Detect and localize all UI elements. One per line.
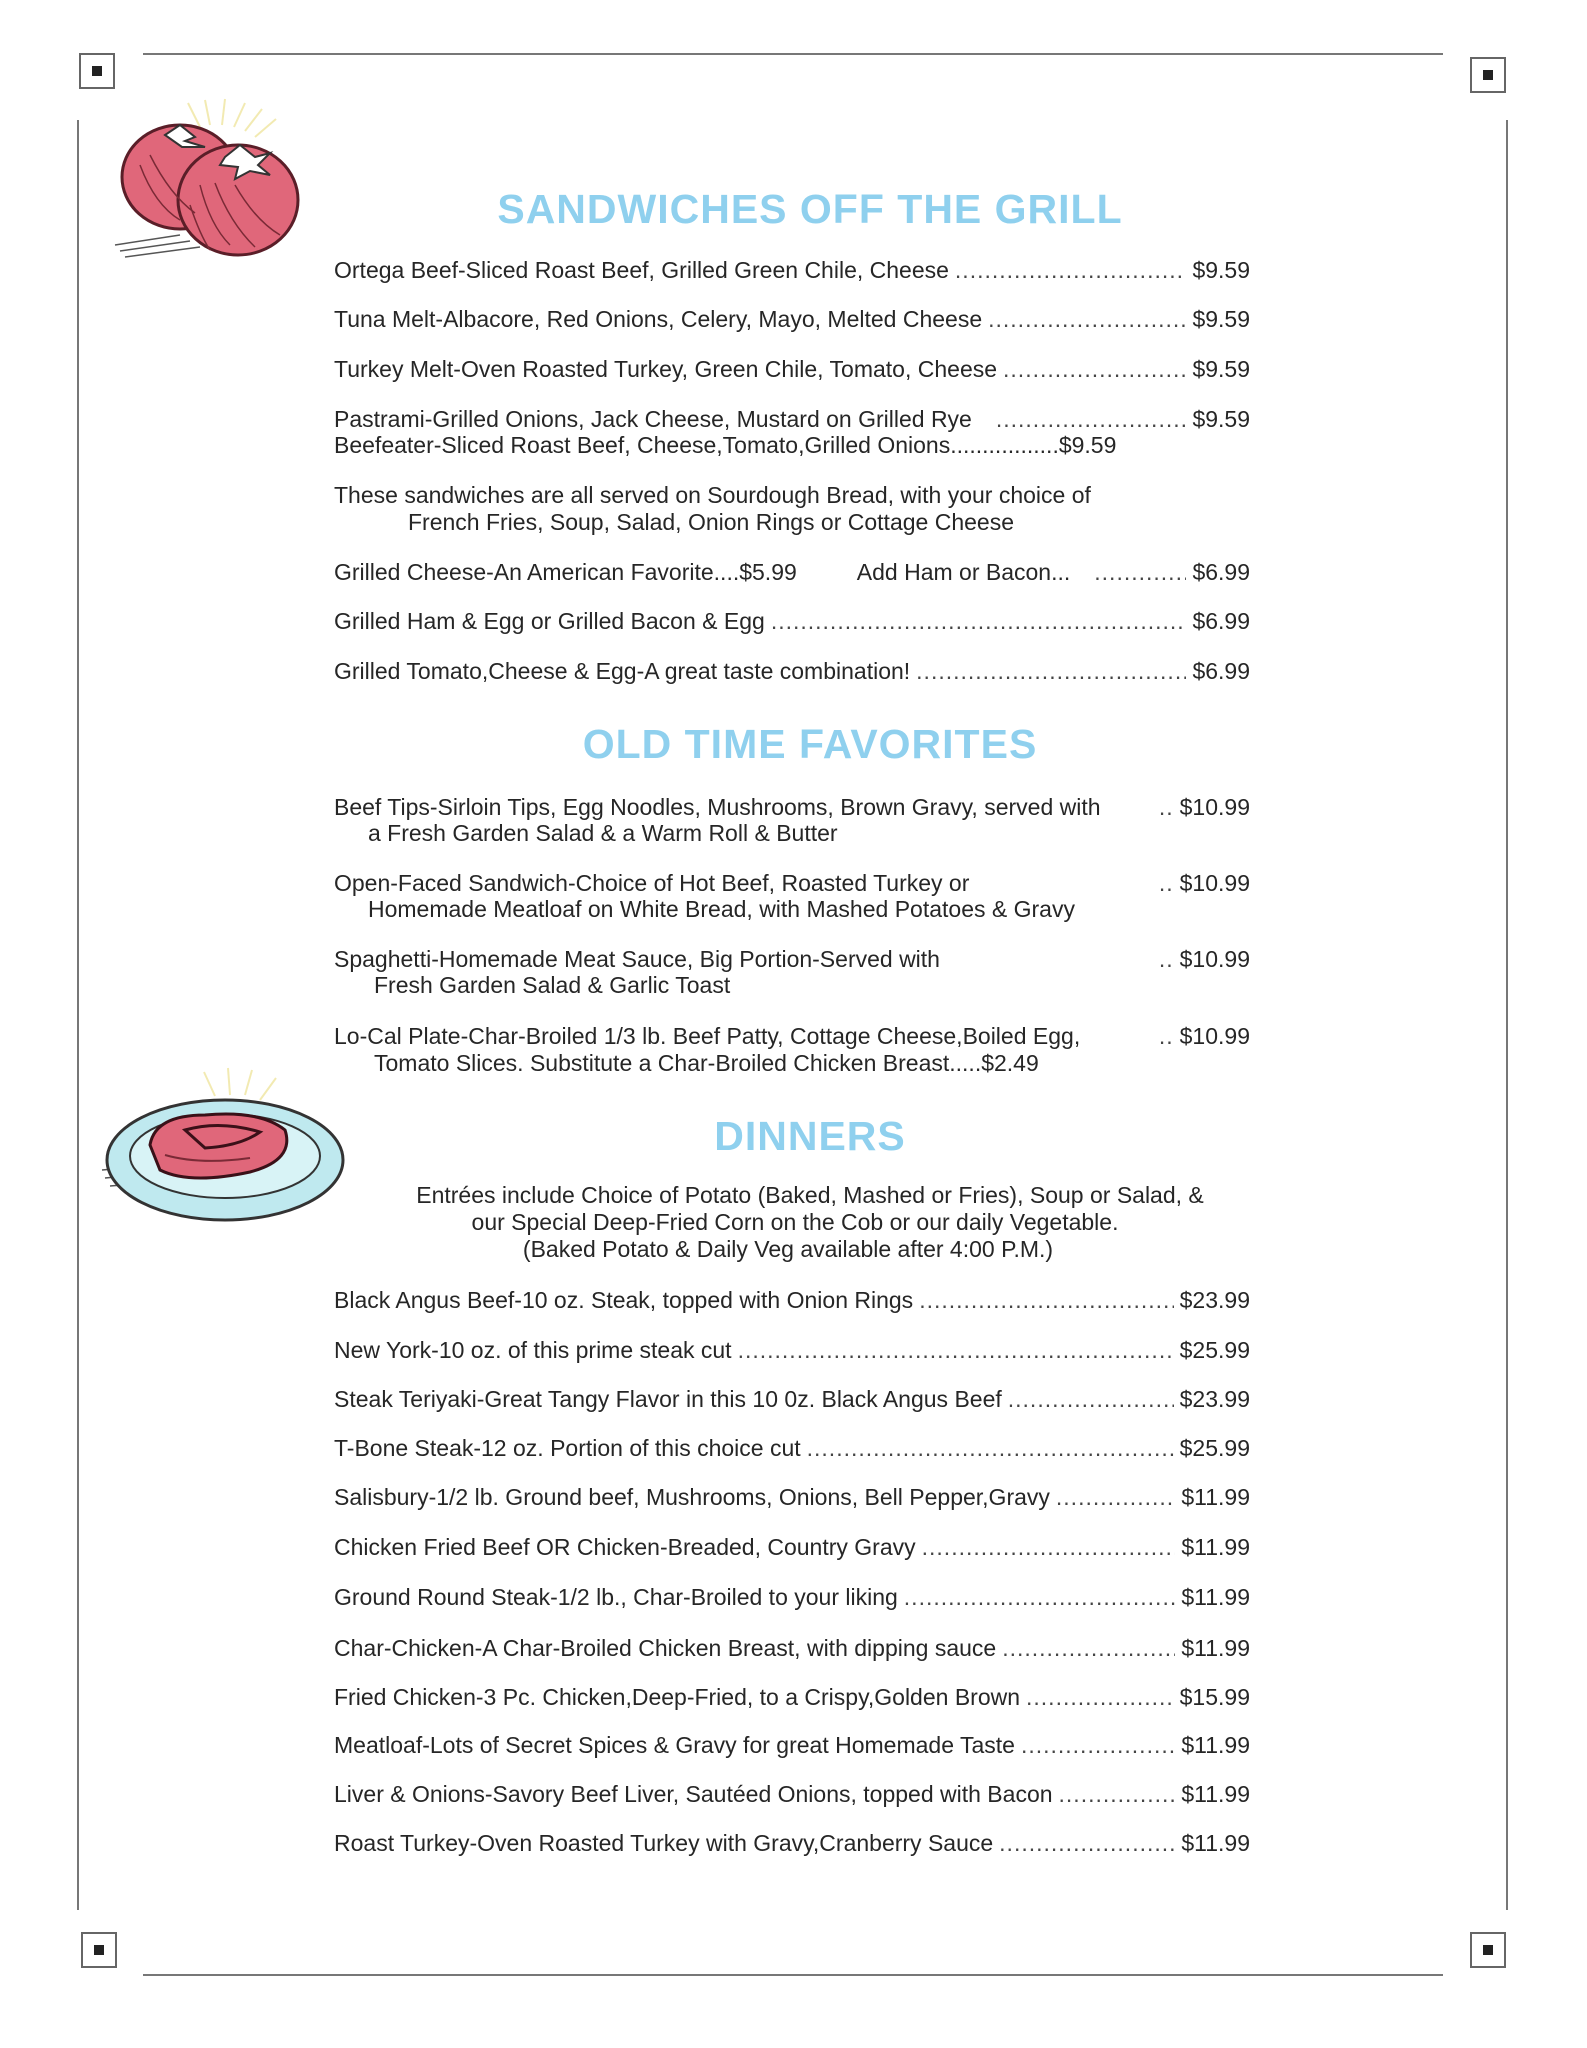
item-description: Black Angus Beef-10 oz. Steak, topped with Onion Rings (334, 1287, 914, 1313)
dot-leader (922, 1534, 1176, 1561)
dot-leader (988, 306, 1186, 333)
menu-item (334, 1830, 1250, 1862)
item-description: Ground Round Steak-1/2 lb., Char-Broiled to your liking (334, 1584, 898, 1610)
menu-item (334, 608, 1250, 640)
item-description-continued: Tomato Slices. Substitute a Char-Broiled Chicken Breast.....$2.49 (374, 1050, 1039, 1076)
item-description: Spaghetti-Homemade Meat Sauce, Big Portion-Served with (334, 946, 940, 972)
dot-leader (919, 1287, 1173, 1314)
menu-item (334, 1534, 1250, 1566)
item-description: Ortega Beef-Sliced Roast Beef, Grilled Green Chile, Cheese (334, 257, 949, 283)
item-description: Fried Chicken-3 Pc. Chicken,Deep-Fried, to a Crispy,Golden Brown (334, 1684, 1021, 1710)
item-price: $9.59 (1192, 306, 1250, 332)
top-rule (143, 53, 1443, 55)
item-description: Lo-Cal Plate-Char-Broiled 1/3 lb. Beef Patty, Cottage Cheese,Boiled Egg, (334, 1023, 1081, 1049)
item-description: Tuna Melt-Albacore, Red Onions, Celery, Mayo, Melted Cheese (334, 306, 983, 332)
section-title-sandwiches: SANDWICHES OFF THE GRILL (497, 186, 1123, 232)
right-rule (1506, 120, 1508, 1910)
menu-item (334, 1584, 1250, 1616)
item-description: Salisbury-1/2 lb. Ground beef, Mushrooms, Onions, Bell Pepper,Gravy (334, 1484, 1050, 1510)
menu-item (334, 1287, 1250, 1319)
menu-item (334, 306, 1250, 338)
item-description: Beef Tips-Sirloin Tips, Egg Noodles, Mushrooms, Brown Gravy, served with (334, 794, 1101, 820)
dot-leader (1056, 1484, 1175, 1511)
item-price: $11.99 (1181, 1484, 1250, 1510)
bottom-rule (143, 1974, 1443, 1976)
menu-item-beefeater: Beefeater-Sliced Roast Beef, Cheese,Tomato,Grilled Onions.................$9.59 (334, 432, 1117, 458)
item-description: Chicken Fried Beef OR Chicken-Breaded, Country Gravy (334, 1534, 916, 1560)
item-price: $11.99 (1181, 1830, 1250, 1856)
item-description: Meatloaf-Lots of Secret Spices & Gravy for great Homemade Taste (334, 1732, 1015, 1758)
item-price: $11.99 (1181, 1732, 1250, 1758)
item-price: $25.99 (1179, 1435, 1250, 1461)
corner-marker-icon (81, 1932, 117, 1968)
menu-item (334, 1781, 1250, 1813)
menu-item (334, 1484, 1250, 1516)
item-description-continued: a Fresh Garden Salad & a Warm Roll & Butter (368, 820, 838, 846)
dot-leader (916, 658, 1186, 685)
dinners-note-line2: our Special Deep-Fried Corn on the Cob or our daily Vegetable. (471, 1209, 1119, 1235)
dinners-note-line3: (Baked Potato & Daily Veg available after 4:00 P.M.) (522, 1236, 1054, 1262)
dot-leader (955, 257, 1187, 284)
item-price: $10.99 (1179, 794, 1250, 820)
item-description: Grilled Ham & Egg or Grilled Bacon & Egg (334, 608, 765, 634)
item-price: $9.59 (1192, 356, 1250, 382)
menu-item (334, 658, 1250, 690)
dot-leader: .. (1158, 794, 1174, 820)
item-description-continued: Homemade Meatloaf on White Bread, with Mashed Potatoes & Gravy (368, 896, 1075, 922)
menu-item (334, 1435, 1250, 1467)
left-rule (77, 120, 79, 1910)
item-price: $10.99 (1179, 946, 1250, 972)
item-price: $10.99 (1179, 870, 1250, 896)
dot-leader (1021, 1732, 1175, 1759)
corner-marker-icon (1470, 57, 1506, 93)
item-description: Pastrami-Grilled Onions, Jack Cheese, Mustard on Grilled Rye (334, 406, 972, 432)
item-description: Steak Teriyaki-Great Tangy Flavor in this 10 0z. Black Angus Beef (334, 1386, 1002, 1412)
item-price: $11.99 (1181, 1635, 1250, 1661)
section-title-old-time-favorites: OLD TIME FAVORITES (582, 721, 1038, 767)
sandwich-note-line1: These sandwiches are all served on Sourdough Bread, with your choice of (334, 482, 1091, 508)
item-price: $11.99 (1181, 1584, 1250, 1610)
item-description: Open-Faced Sandwich-Choice of Hot Beef, Roasted Turkey or (334, 870, 970, 896)
steak-plate-icon (100, 1060, 350, 1230)
item-description: Turkey Melt-Oven Roasted Turkey, Green Chile, Tomato, Cheese (334, 356, 998, 382)
item-price: $6.99 (1192, 658, 1250, 684)
corner-marker-icon (79, 53, 115, 89)
dot-leader (1059, 1781, 1176, 1808)
dot-leader (807, 1435, 1174, 1462)
item-price: $11.99 (1181, 1534, 1250, 1560)
dot-leader (738, 1337, 1174, 1364)
menu-item (334, 559, 1250, 591)
item-price: $23.99 (1179, 1287, 1250, 1313)
sandwich-note-line2: French Fries, Soup, Salad, Onion Rings or Cottage Cheese (408, 509, 1014, 535)
dot-leader (771, 608, 1187, 635)
dot-leader (996, 406, 1187, 433)
item-price: $10.99 (1179, 1023, 1250, 1049)
corner-marker-icon (1470, 1932, 1506, 1968)
item-description: Liver & Onions-Savory Beef Liver, Sautéed Onions, topped with Bacon (334, 1781, 1053, 1807)
dot-leader (1008, 1386, 1174, 1413)
menu-item (334, 1635, 1250, 1667)
item-price: $6.99 (1192, 608, 1250, 634)
dot-leader: .. (1158, 946, 1174, 972)
item-price: $25.99 (1179, 1337, 1250, 1363)
dot-leader (1002, 1635, 1175, 1662)
menu-item (334, 1684, 1250, 1716)
dot-leader (1026, 1684, 1174, 1711)
menu-item (334, 1337, 1250, 1369)
item-description: New York-10 oz. of this prime steak cut (334, 1337, 732, 1363)
dinners-note-line1: Entrées include Choice of Potato (Baked, Mashed or Fries), Soup or Salad, & (416, 1182, 1204, 1208)
tomato-icon (110, 95, 310, 265)
item-description: Grilled Cheese-An American Favorite....$5.99 (334, 559, 797, 585)
menu-item (334, 1386, 1250, 1418)
item-description: Char-Chicken-A Char-Broiled Chicken Breast, with dipping sauce (334, 1635, 997, 1661)
item-description: T-Bone Steak-12 oz. Portion of this choice cut (334, 1435, 801, 1461)
item-price: $9.59 (1192, 257, 1250, 283)
dot-leader (1003, 356, 1186, 383)
item-price: $11.99 (1181, 1781, 1250, 1807)
menu-item (334, 1732, 1250, 1764)
menu-item (334, 356, 1250, 388)
item-price: $9.59 (1192, 406, 1250, 432)
item-price: $6.99 (1192, 559, 1250, 585)
dot-leader (1094, 559, 1186, 586)
dot-leader: .. (1158, 1023, 1174, 1049)
item-description: Roast Turkey-Oven Roasted Turkey with Gravy,Cranberry Sauce (334, 1830, 994, 1856)
dot-leader (999, 1830, 1175, 1857)
item-price: $15.99 (1179, 1684, 1250, 1710)
item-addon: Add Ham or Bacon... (856, 559, 1071, 585)
menu-item (334, 257, 1250, 289)
dot-leader: .. (1158, 870, 1174, 896)
item-price: $23.99 (1179, 1386, 1250, 1412)
item-description: Grilled Tomato,Cheese & Egg-A great taste combination! (334, 658, 911, 684)
dot-leader (904, 1584, 1176, 1611)
section-title-dinners: DINNERS (714, 1113, 906, 1159)
item-description-continued: Fresh Garden Salad & Garlic Toast (374, 972, 731, 998)
